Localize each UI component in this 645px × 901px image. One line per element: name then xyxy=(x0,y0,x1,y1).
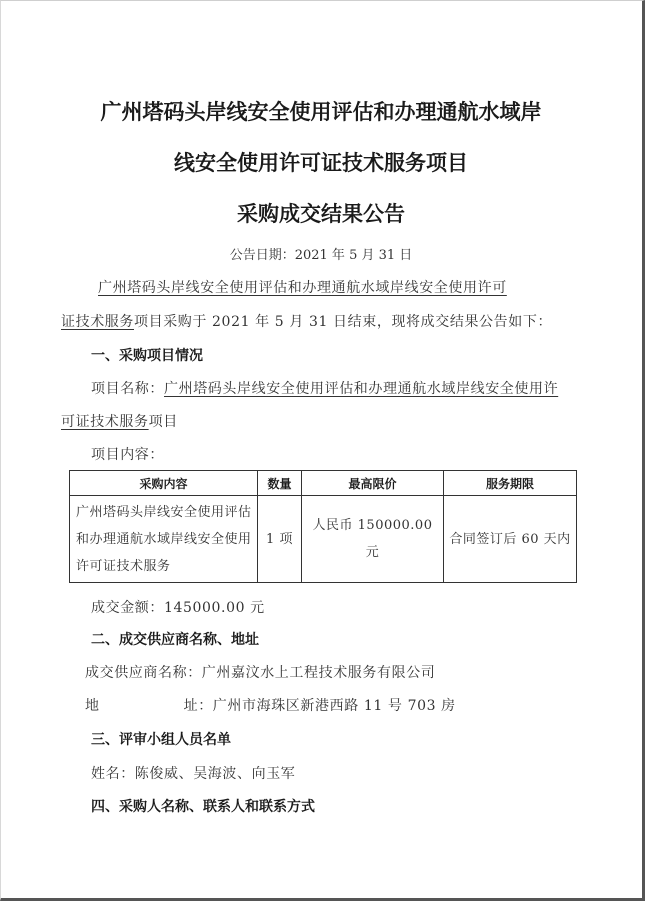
deal-amount: 成交金额：145000.00 元 xyxy=(91,600,265,616)
project-name-label: 项目名称： xyxy=(91,381,164,397)
review-members-line: 姓名：陈俊威、吴海波、向玉军 xyxy=(91,766,296,782)
doc-title-line-2: 线安全使用许可证技术服务项目 xyxy=(174,151,468,175)
address-value: 址：广州市海珠区新港西路 11 号 703 房 xyxy=(183,698,456,714)
project-name-suffix: 项目 xyxy=(148,414,178,430)
cell-period: 合同签订后 60 天内 xyxy=(444,496,577,583)
project-name-line-1 xyxy=(91,378,558,398)
supplier-address-line xyxy=(85,695,456,715)
intro-paragraph-line-2 xyxy=(61,311,552,331)
cell-content: 广州塔码头岸线安全使用评估和办理通航水域岸线安全使用许可证技术服务 xyxy=(70,496,258,583)
project-content-label: 项目内容： xyxy=(91,447,164,463)
section-1-heading: 一、采购项目情况 xyxy=(91,348,203,364)
section-3-heading: 三、评审小组人员名单 xyxy=(91,732,231,748)
table-row xyxy=(70,496,577,583)
supplier-name-line: 成交供应商名称：广州嘉汶水上工程技术服务有限公司 xyxy=(85,665,436,681)
doc-title-line-1: 广州塔码头岸线安全使用评估和办理通航水域岸 xyxy=(100,100,542,124)
section-4-heading: 四、采购人名称、联系人和联系方式 xyxy=(91,799,315,815)
cell-max-price: 人民币 150000.00 元 xyxy=(302,496,444,583)
doc-title-line-3: 采购成交结果公告 xyxy=(237,202,405,226)
announce-date: 公告日期：2021 年 5 月 31 日 xyxy=(229,248,413,263)
intro-rest-text: 项目采购于 2021 年 5 月 31 日结束，现将成交结果公告如下： xyxy=(134,314,553,330)
table-header: 采购内容 xyxy=(70,471,258,496)
intro-paragraph-line-1 xyxy=(98,277,507,297)
intro-project-link-cont[interactable]: 证技术服务 xyxy=(61,314,134,330)
table-header: 数量 xyxy=(258,471,302,496)
project-name-link[interactable]: 广州塔码头岸线安全使用评估和办理通航水域岸线安全使用许 xyxy=(164,381,559,397)
address-label-char: 地 xyxy=(85,698,100,714)
intro-project-link[interactable]: 广州塔码头岸线安全使用评估和办理通航水域岸线安全使用许可 xyxy=(98,280,507,296)
cell-quantity: 1 项 xyxy=(258,496,302,583)
section-2-heading: 二、成交供应商名称、地址 xyxy=(91,632,259,648)
table-header: 最高限价 xyxy=(302,471,444,496)
project-name-link-cont[interactable]: 可证技术服务 xyxy=(61,414,149,430)
project-name-line-2 xyxy=(61,411,178,431)
table-header: 服务期限 xyxy=(444,471,577,496)
procurement-table xyxy=(69,470,577,583)
table-header-row xyxy=(70,471,577,496)
